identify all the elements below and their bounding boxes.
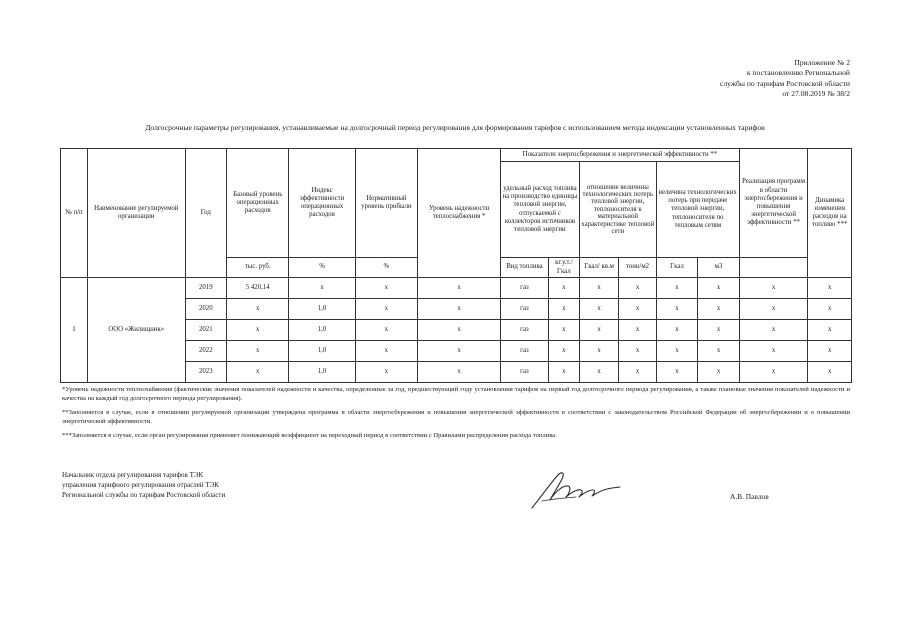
cell-fuel-dynamics: х (808, 341, 852, 362)
cell-ratio-t: х (619, 278, 656, 299)
signer-position (62, 470, 225, 501)
cell-year: 2021 (185, 320, 227, 341)
cell-base: х (227, 362, 289, 383)
unit-program-empty (739, 258, 808, 278)
handwritten-signature (528, 468, 624, 512)
unit-ratio-gcal: Гкал/ кв.м (579, 258, 618, 278)
document-title: Долгосрочные параметры регулирования, устанавливаемые на долгосрочный период регулирования для формирования тарифов с использованием метода индексации установленных тарифов (145, 123, 765, 132)
signer-position-line: Региональной службы по тарифам Ростовской области (62, 491, 226, 500)
cell-ratio-gcal: х (579, 299, 618, 320)
col-header-org: Наименование регулируемой организации (87, 149, 185, 278)
unit-fuel-type: Вид топлива (501, 258, 549, 278)
col-header-energy-group: Показатели энергосбережения и энергетической эффективности ** (501, 149, 740, 162)
cell-fuel-type: газ (501, 320, 549, 341)
cell-fuel-dynamics: х (808, 362, 852, 383)
cell-year: 2019 (185, 278, 227, 299)
cell-fuel-type: газ (501, 341, 549, 362)
annex-line: от 27.08.2019 № 38/2 (782, 89, 850, 99)
cell-fuel-rate: х (548, 341, 579, 362)
cell-year: 2020 (185, 299, 227, 320)
cell-fuel-type: газ (501, 278, 549, 299)
cell-reliability: х (418, 320, 501, 341)
cell-profit: х (355, 362, 417, 383)
col-header-fuel-dynamics: Динамика изменения расходов на топливо *** (808, 149, 852, 278)
cell-reliability: х (418, 341, 501, 362)
cell-reliability: х (418, 278, 501, 299)
cell-fuel-rate: х (548, 299, 579, 320)
cell-year: 2022 (185, 341, 227, 362)
cell-loss-m3: х (698, 278, 740, 299)
cell-program: х (739, 362, 808, 383)
cell-ratio-t: х (619, 320, 656, 341)
cell-fuel-rate: х (548, 362, 579, 383)
unit-fuel-rate: кг.у.т./ Гкал (548, 258, 579, 278)
signer-position-line: Начальник отдела регулирования тарифов ТЭК (62, 471, 204, 479)
cell-program: х (739, 299, 808, 320)
cell-ratio-t: х (619, 362, 656, 383)
cell-reliability: х (418, 362, 501, 383)
unit-ratio-t: тонн/м2 (619, 258, 656, 278)
cell-base: х (227, 341, 289, 362)
cell-fuel-dynamics: х (808, 320, 852, 341)
cell-loss-gcal: х (656, 362, 698, 383)
col-header-losses: величина технологических потерь при передаче тепловой энергии, теплоносителя по тепловым сетям (656, 162, 739, 258)
footnote-fuel-coefficient: ***Заполняется в случае, если орган регулирования применяет понижающий коэффициент на переходный период в соответствии с Правилами распределения расхода топлива. (62, 432, 557, 439)
cell-ratio-gcal: х (579, 362, 618, 383)
col-header-losses-ratio: отношение величины технологических потерь тепловой энергии, теплоносителя к материальной характеристике тепловой сети (579, 162, 656, 258)
cell-program: х (739, 320, 808, 341)
col-header-fuel-rate: удельный расход топлива на производство единицы тепловой энергии, отпускаемой с коллекторов источников тепловой энергии (501, 162, 580, 258)
parameters-table (60, 148, 852, 383)
unit-base: тыс. руб. (227, 258, 289, 278)
unit-index: % (289, 258, 355, 278)
cell-fuel-type: газ (501, 299, 549, 320)
col-header-reliability: Уровень надежности теплоснабжения * (418, 149, 501, 278)
cell-ratio-gcal: х (579, 341, 618, 362)
cell-ratio-gcal: х (579, 278, 618, 299)
signer-name: А.В. Павлов (730, 492, 769, 501)
cell-index: 1,0 (289, 341, 355, 362)
annex-line: к постановлению Региональной (746, 68, 850, 78)
unit-loss-m3: м3 (698, 258, 740, 278)
cell-fuel-dynamics: х (808, 278, 852, 299)
unit-profit: % (355, 258, 417, 278)
footnote-energy-program: **Заполняется в случае, если в отношении регулируемой организации утверждена программа в области энергосбережения и повышения энергетической эффективности в соответствии с законодательством Российской Федерации об энергосбережении и о повышении энергетической эффективности. (62, 409, 850, 425)
cell-base: 5 420,14 (227, 278, 289, 299)
cell-loss-m3: х (698, 362, 740, 383)
cell-reliability: х (418, 299, 501, 320)
cell-base: х (227, 320, 289, 341)
cell-loss-gcal: х (656, 278, 698, 299)
cell-index: х (289, 278, 355, 299)
cell-fuel-rate: х (548, 278, 579, 299)
cell-year: 2023 (185, 362, 227, 383)
cell-program: х (739, 341, 808, 362)
col-header-num: № п/п (61, 149, 88, 278)
cell-ratio-gcal: х (579, 320, 618, 341)
cell-base: х (227, 299, 289, 320)
cell-loss-m3: х (698, 341, 740, 362)
cell-profit: х (355, 299, 417, 320)
org-name-cell: ООО «Жилищник» (87, 278, 185, 383)
org-number-cell: 1 (61, 278, 88, 383)
signer-position-line: управления тарифного регулирования отраслей ТЭК (62, 481, 219, 490)
footnote-reliability: *Уровень надежности теплоснабжения (фактические значения показателей надежности и качества, определенные за год, предшествующий году установления тарифов на первый год долгосрочного периода регулирования, а также плановые значения показателей надежности и качества на каждый год долгосрочного периода регулирования). (62, 386, 850, 402)
cell-profit: х (355, 278, 417, 299)
col-header-base: Базовый уровень операционных расходов (227, 149, 289, 258)
annex-line: службы по тарифам Ростовской области (719, 78, 850, 88)
header-row (61, 149, 852, 162)
cell-profit: х (355, 320, 417, 341)
table-row (61, 278, 852, 299)
annex-line: Приложение № 2 (794, 58, 850, 67)
cell-loss-gcal: х (656, 320, 698, 341)
cell-index: 1,0 (289, 299, 355, 320)
cell-loss-m3: х (698, 320, 740, 341)
unit-loss-gcal: Гкал (656, 258, 698, 278)
col-header-year: Год (185, 149, 227, 278)
col-header-program: Реализация программ в области энергосбережения и повышения энергетической эффективности ** (739, 149, 808, 258)
annex-block (720, 58, 850, 100)
cell-index: 1,0 (289, 320, 355, 341)
cell-ratio-t: х (619, 299, 656, 320)
cell-loss-gcal: х (656, 341, 698, 362)
cell-ratio-t: х (619, 341, 656, 362)
cell-fuel-rate: х (548, 320, 579, 341)
cell-profit: х (355, 341, 417, 362)
cell-loss-gcal: х (656, 299, 698, 320)
cell-fuel-dynamics: х (808, 299, 852, 320)
cell-program: х (739, 278, 808, 299)
cell-index: 1,0 (289, 362, 355, 383)
cell-loss-m3: х (698, 299, 740, 320)
cell-fuel-type: газ (501, 362, 549, 383)
col-header-profit: Нормативный уровень прибыли (355, 149, 417, 258)
footnotes (62, 385, 850, 445)
col-header-index: Индекс эффективности операционных расходов (289, 149, 355, 258)
